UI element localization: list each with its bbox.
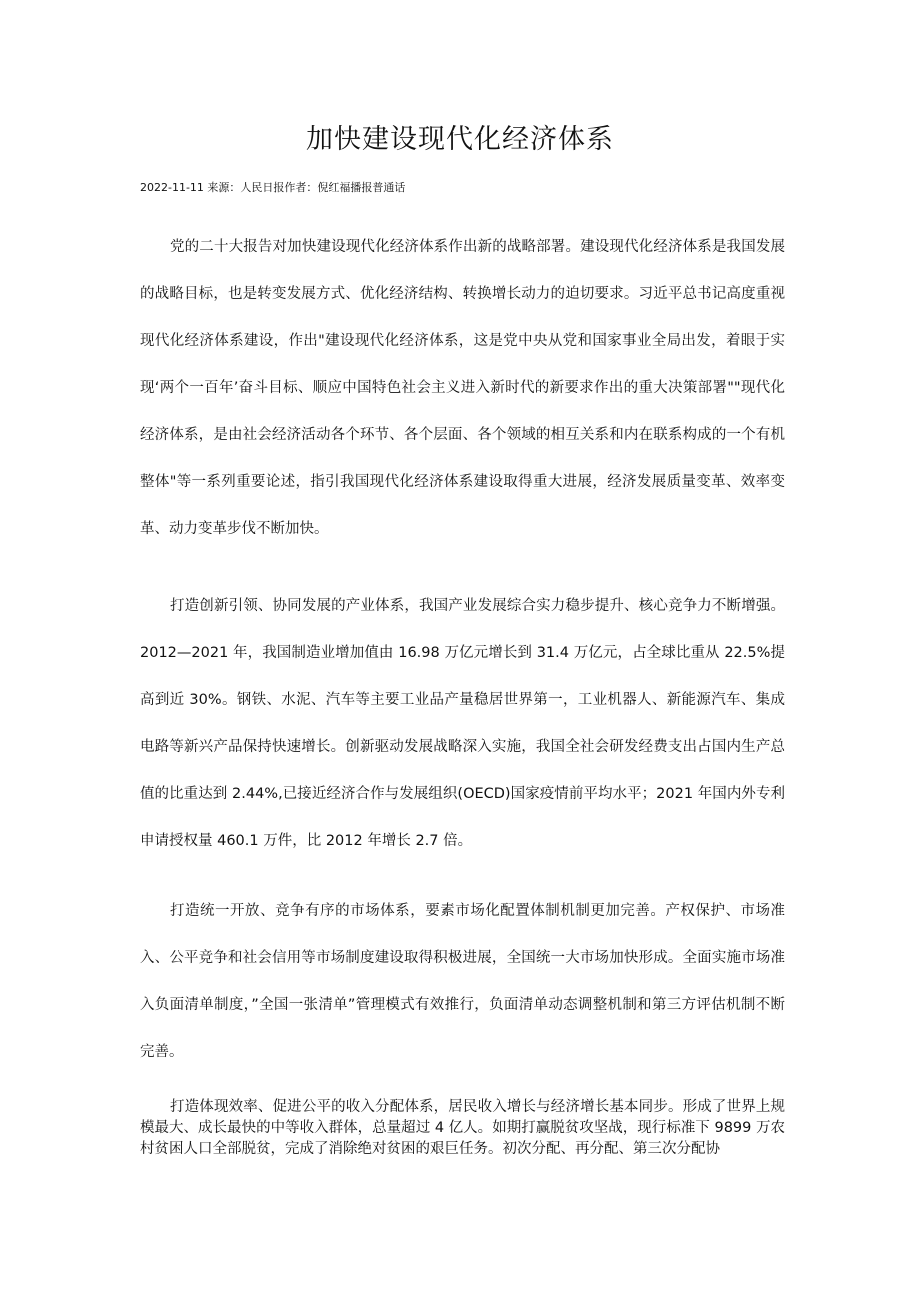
article-meta: 2022-11-11 来源：人民日报作者：倪红福播报普通话 bbox=[140, 181, 406, 194]
paragraph-2: 打造创新引领、协同发展的产业体系，我国产业发展综合实力稳步提升、核心竞争力不断增强。2012—2021 年，我国制造业增加值由 16.98 万亿元增长到 31.4 万亿元，占全球比重从 22.5%提高到近 30%。钢铁、水泥、汽车等主要工业品产量稳居世界第一，工业机器人、新能源汽车、集成电路等新兴产品保持快速增长。创新驱动发展战略深入实施，我国全社会研发经费支出占国内生产总值的比重达到 2.44%,已接近经济合作与发展组织(OECD)国家疫情前平均水平；2021 年国内外专利申请授权量 460.1 万件，比 2012 年增长 2.7 倍。 bbox=[140, 598, 785, 849]
paragraph-4: 打造体现效率、促进公平的收入分配体系，居民收入增长与经济增长基本同步。形成了世界上规模最大、成长最快的中等收入群体，总量超过 4 亿人。如期打赢脱贫攻坚战，现行标准下 9899 万农村贫困人口全部脱贫，完成了消除绝对贫困的艰巨任务。初次分配、再分配、第三次分配协 bbox=[140, 1099, 785, 1157]
page-title: 加快建设现代化经济体系 bbox=[306, 124, 614, 155]
paragraph-3: 打造统一开放、竞争有序的市场体系，要素市场化配置体制机制更加完善。产权保护、市场准入、公平竞争和社会信用等市场制度建设取得积极进展，全国统一大市场加快形成。全面实施市场准入负面清单制度，”全国一张清单”管理模式有效推行，负面清单动态调整机制和第三方评估机制不断完善。 bbox=[140, 903, 785, 1060]
paragraph-1: 党的二十大报告对加快建设现代化经济体系作出新的战略部署。建设现代化经济体系是我国发展的战略目标，也是转变发展方式、优化经济结构、转换增长动力的迫切要求。习近平总书记高度重视现代化经济体系建设，作出"建设现代化经济体系，这是党中央从党和国家事业全局出发，着眼于实现‘两个一百年’奋斗目标、顺应中国特色社会主义进入新时代的新要求作出的重大决策部署""现代化经济体系，是由社会经济活动各个环节、各个层面、各个领域的相互关系和内在联系构成的一个有机整体"等一系列重要论述，指引我国现代化经济体系建设取得重大进展，经济发展质量变革、效率变革、动力变革步伐不断加快。 bbox=[140, 239, 785, 537]
